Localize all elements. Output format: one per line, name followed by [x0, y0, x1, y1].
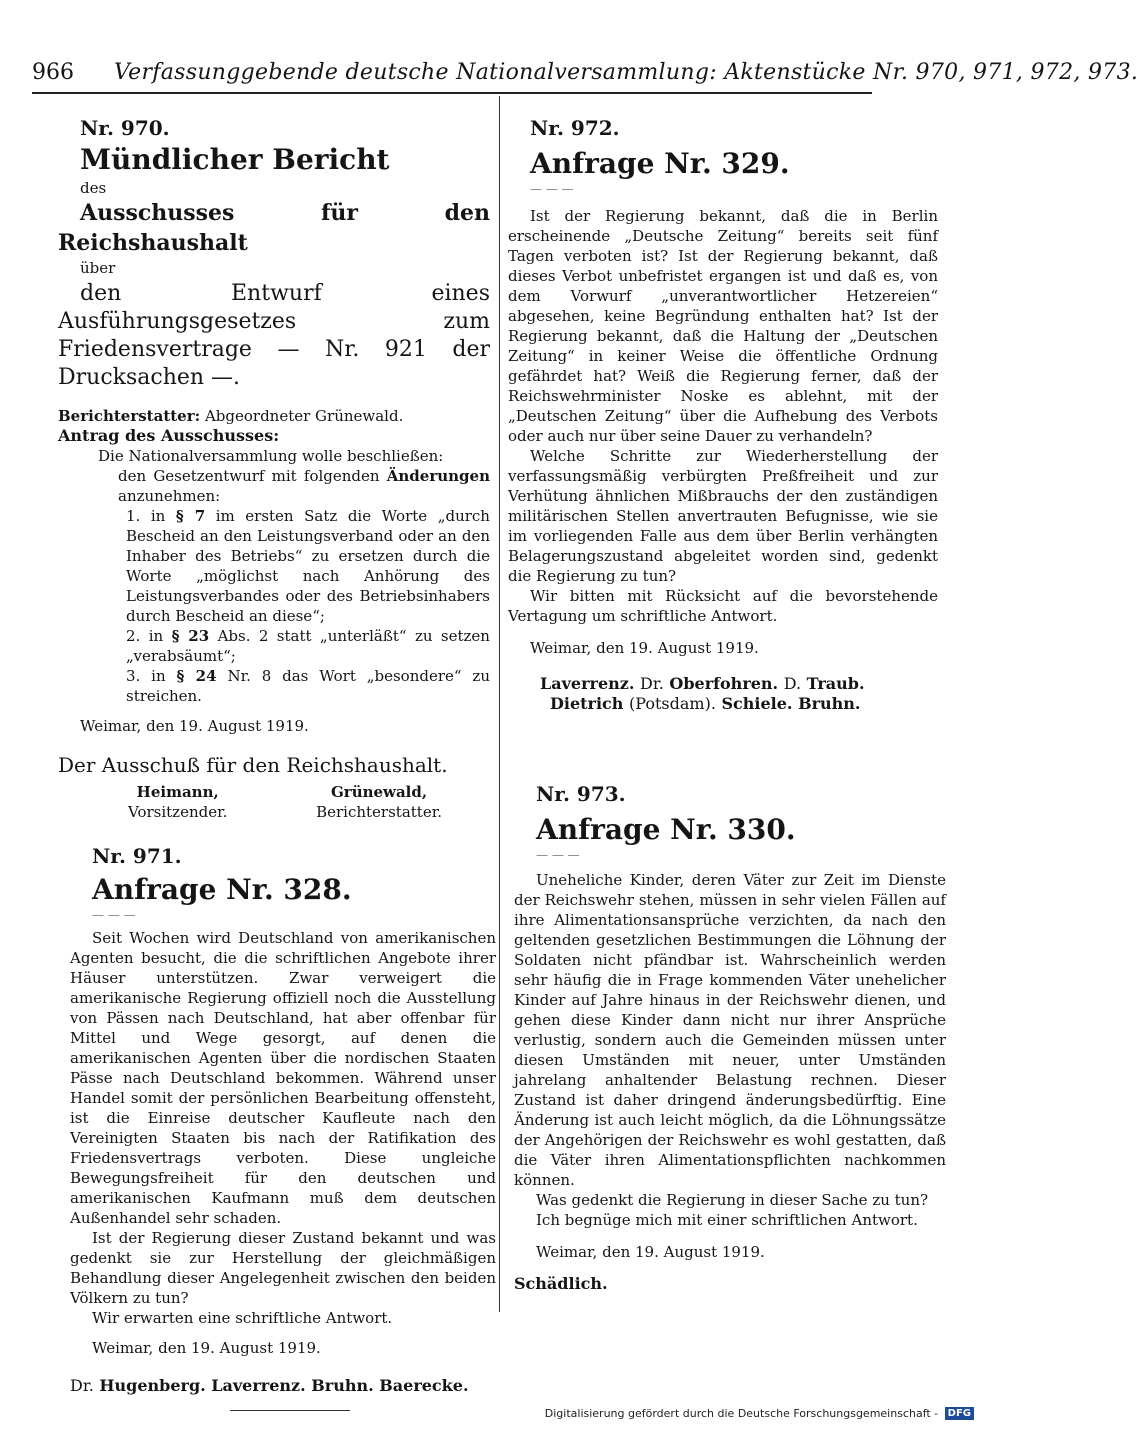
paragraph: Wir erwarten eine schriftliche Antwort. [92, 1309, 393, 1327]
signature-title: Dr. [70, 1376, 94, 1395]
paragraph: Seit Wochen wird Deutschland von amerikanischen Agenten besucht, die die schriftlichen Angebote ihrer Häuser unterstützen. Zwar verweigert die amerikanische Regierung offiziell noch die Ausstellung von Pässen nach Deutschland, hat aber offenbar für Mittel und Wege gesorgt, auf denen die amerikanischen Agenten über die nordischen Staaten Pässe nach Deutschland bekommen. Während unser Handel somit der persönlichen Bearbeitung offensteht, ist die Einreise deutscher Kaufleute nach den Vereinigten Staaten bis nach der Ratifikation des Friedensvertrags verboten. Diese ungleiche Bewegungsfreiheit für den deutschen und amerikanischen Kaufmann muß dem deutschen Außenhandel sehr schaden. [70, 929, 496, 1227]
sig-name: Traub. [806, 674, 865, 693]
signatures-line-1 [508, 674, 938, 694]
motion-label: Antrag des Ausschusses: [58, 426, 280, 445]
doc-heading: Anfrage Nr. 329. [530, 147, 790, 180]
motion-lead-a: den Gesetzentwurf mit folgenden [118, 467, 380, 485]
amendment-text: Nr. 8 das Wort „besondere“ zu streichen. [126, 667, 490, 705]
paragraph: Welche Schritte zur Wiederherstellung der verfassungsmäßig verbürgten Preßfreiheit und zur Verhütung ähnlichen Mißbrauchs der den zuständigen militärischen Stellen anvertrauten Befugnisse, wie sie im vorliegenden Falle aus dem über Berlin verhängten Belagerungszustand abgeleitet worden sind, gedenkt die Regierung zu tun? [508, 447, 938, 585]
page-header [32, 60, 1138, 90]
motion-lead-b: Änderungen [386, 467, 490, 485]
amendment-para: § 24 [176, 667, 217, 685]
amendment-text: Abs. 2 statt „unterläßt“ zu setzen „verabsäumt“; [126, 627, 490, 665]
digitization-footer [545, 1407, 974, 1421]
sig-title: Dr. [640, 674, 664, 693]
amendment-item [126, 626, 490, 666]
doc-des: des [80, 179, 107, 197]
doc-number: Nr. 973. [536, 782, 626, 806]
signature-2-name: Grünewald, [330, 783, 428, 801]
signature-1 [128, 782, 227, 822]
paragraph: Uneheliche Kinder, deren Väter zur Zeit im Dienste der Reichswehr stehen, müssen in sehr vielen Fällen auf ihre Alimentationsansprüche verzichten, da nach den geltenden gesetzlichen Bestimmungen die Löhnung der Soldaten nicht pfändbar ist. Wahrscheinlich werden sehr häufig die in Frage kommenden Väter unehelicher Kinder auf Jahre hinaus in der Reichswehr dienen, und gehen diese Kinder dann nicht nur ihrer Ansprüche verlustig, sondern auch die Gemeinden müssen unter diesen Umständen mit neuer, unter Umständen jahrelang anhaltender Belastung rechnen. Dieser Zustand ist daher dringend änderungsbedürftig. Eine Änderung ist auch leicht möglich, da die Löhnungssätze der Angehörigen der Reichswehr es wohl gestatten, daß die Väter ihren Alimentationspflichten nachkommen können. [514, 871, 946, 1189]
page-number: 966 [32, 60, 74, 85]
sig-name: Schiele. Bruhn. [721, 694, 861, 713]
column-divider [499, 96, 500, 1312]
amendment-num: 3. in [126, 667, 166, 685]
amendment-num: 2. in [126, 627, 164, 645]
amendment-list [58, 506, 490, 706]
doc-number: Nr. 971. [92, 844, 182, 868]
signatures [70, 1376, 496, 1396]
committee-closing: Der Ausschuß für den Reichshaushalt. [58, 753, 448, 777]
doc-heading: Anfrage Nr. 330. [536, 813, 796, 846]
signature: Schädlich. [514, 1274, 608, 1293]
amendment-text: im ersten Satz die Worte „durch Bescheid an den Leistungsverband oder an den Inhaber des Betriebs“ zu ersetzen durch die Worte „möglichst nach Anhörung des Leistungsverbandes oder des Betriebsinhabers durch Bescheid an diese“; [126, 507, 490, 625]
reporter-name: Abgeordneter Grünewald. [204, 407, 404, 425]
reporter-label: Berichterstatter: [58, 407, 201, 425]
doc-heading: Mündlicher Bericht [80, 143, 390, 176]
signature-1-role: Vorsitzender. [128, 803, 228, 821]
doc-subject: den Entwurf eines Ausführungsgesetzes zum Friedensvertrage — Nr. 921 der Drucksachen —. [58, 281, 490, 390]
document-971 [70, 846, 496, 1411]
paragraph: Ist der Regierung dieser Zustand bekannt und was gedenkt sie zur Herstellung der gleichmäßigen Behandlung dieser Angelegenheit zwischen den beiden Völkern zu tun? [70, 1229, 496, 1307]
paragraph: Was gedenkt die Regierung in dieser Sache zu tun? [536, 1191, 929, 1209]
doc-heading: Anfrage Nr. 328. [92, 873, 352, 906]
separator: — — — [92, 908, 136, 922]
sig-place: (Potsdam). [628, 694, 716, 713]
document-970 [58, 118, 490, 822]
motion-lead [58, 466, 490, 506]
signature-1-name: Heimann, [136, 783, 219, 801]
sig-name: Oberfohren. [669, 674, 779, 693]
signature-2-role: Berichterstatter. [316, 803, 442, 821]
paragraph: Ist der Regierung bekannt, daß die in Berlin erscheinende „Deutsche Zeitung“ bereits seit fünf Tagen verboten ist? Ist der Regierung bekannt, daß dieses Verbot unbefristet ergangen ist und daß es, von dem Vorwurf „unverantwortlicher Hetzereien“ abgesehen, keine Begründung enthalten hat? Ist der Regierung bekannt, daß die Haltung der „Deutschen Zeitung“ in keiner Weise die öffentliche Ordnung gefährdet hat? Weiß die Regierung ferner, daß der Reichswehrminister Noske es ablehnt, mit der „Deutschen Zeitung“ über die Aufhebung des Verbots oder auch nur über seine Dauer zu verhandeln? [508, 207, 938, 445]
amendment-item [126, 506, 490, 626]
reporter-line [58, 406, 490, 426]
doc-number: Nr. 972. [530, 116, 620, 140]
signature-names: Hugenberg. Laverrenz. Bruhn. Baerecke. [99, 1376, 469, 1395]
sig-title: D. [783, 674, 802, 693]
separator: — — — [530, 182, 574, 196]
doc-number: Nr. 970. [80, 116, 170, 140]
amendment-para: § 23 [171, 627, 210, 645]
doc-committee: Ausschusses für den Reichshaushalt [58, 200, 490, 256]
header-rule [32, 92, 872, 94]
paragraph: Wir bitten mit Rücksicht auf die bevorstehende Vertagung um schriftliche Antwort. [508, 587, 938, 625]
running-title: Verfassunggebende deutsche Nationalversammlung: Aktenstücke Nr. 970, 971, 972, 973. [114, 60, 1138, 85]
doc-date: Weimar, den 19. August 1919. [530, 639, 759, 657]
signature-2 [316, 782, 442, 822]
signatures-line-2 [508, 694, 938, 714]
amendment-item [126, 666, 490, 706]
doc-date: Weimar, den 19. August 1919. [536, 1243, 765, 1261]
separator: — — — [536, 848, 580, 862]
doc-date: Weimar, den 19. August 1919. [92, 1339, 321, 1357]
footer-text: Digitalisierung gefördert durch die Deutsche Forschungsgemeinschaft - [544, 1406, 939, 1420]
sig-name: Laverrenz. [540, 674, 635, 693]
paragraph: Ich begnüge mich mit einer schriftlichen Antwort. [536, 1211, 918, 1229]
signature-block [58, 778, 490, 822]
end-rule [230, 1410, 350, 1411]
motion-intro: Die Nationalversammlung wolle beschließen: [98, 447, 444, 465]
amendment-para: § 7 [175, 507, 206, 525]
doc-ueber: über [80, 259, 116, 277]
dfg-logo: DFG [945, 1407, 974, 1420]
document-973 [514, 784, 946, 1294]
motion-lead-c: anzunehmen: [118, 487, 221, 505]
doc-date: Weimar, den 19. August 1919. [80, 717, 309, 735]
document-972 [508, 118, 938, 714]
amendment-num: 1. in [126, 507, 166, 525]
sig-name: Dietrich [550, 694, 624, 713]
